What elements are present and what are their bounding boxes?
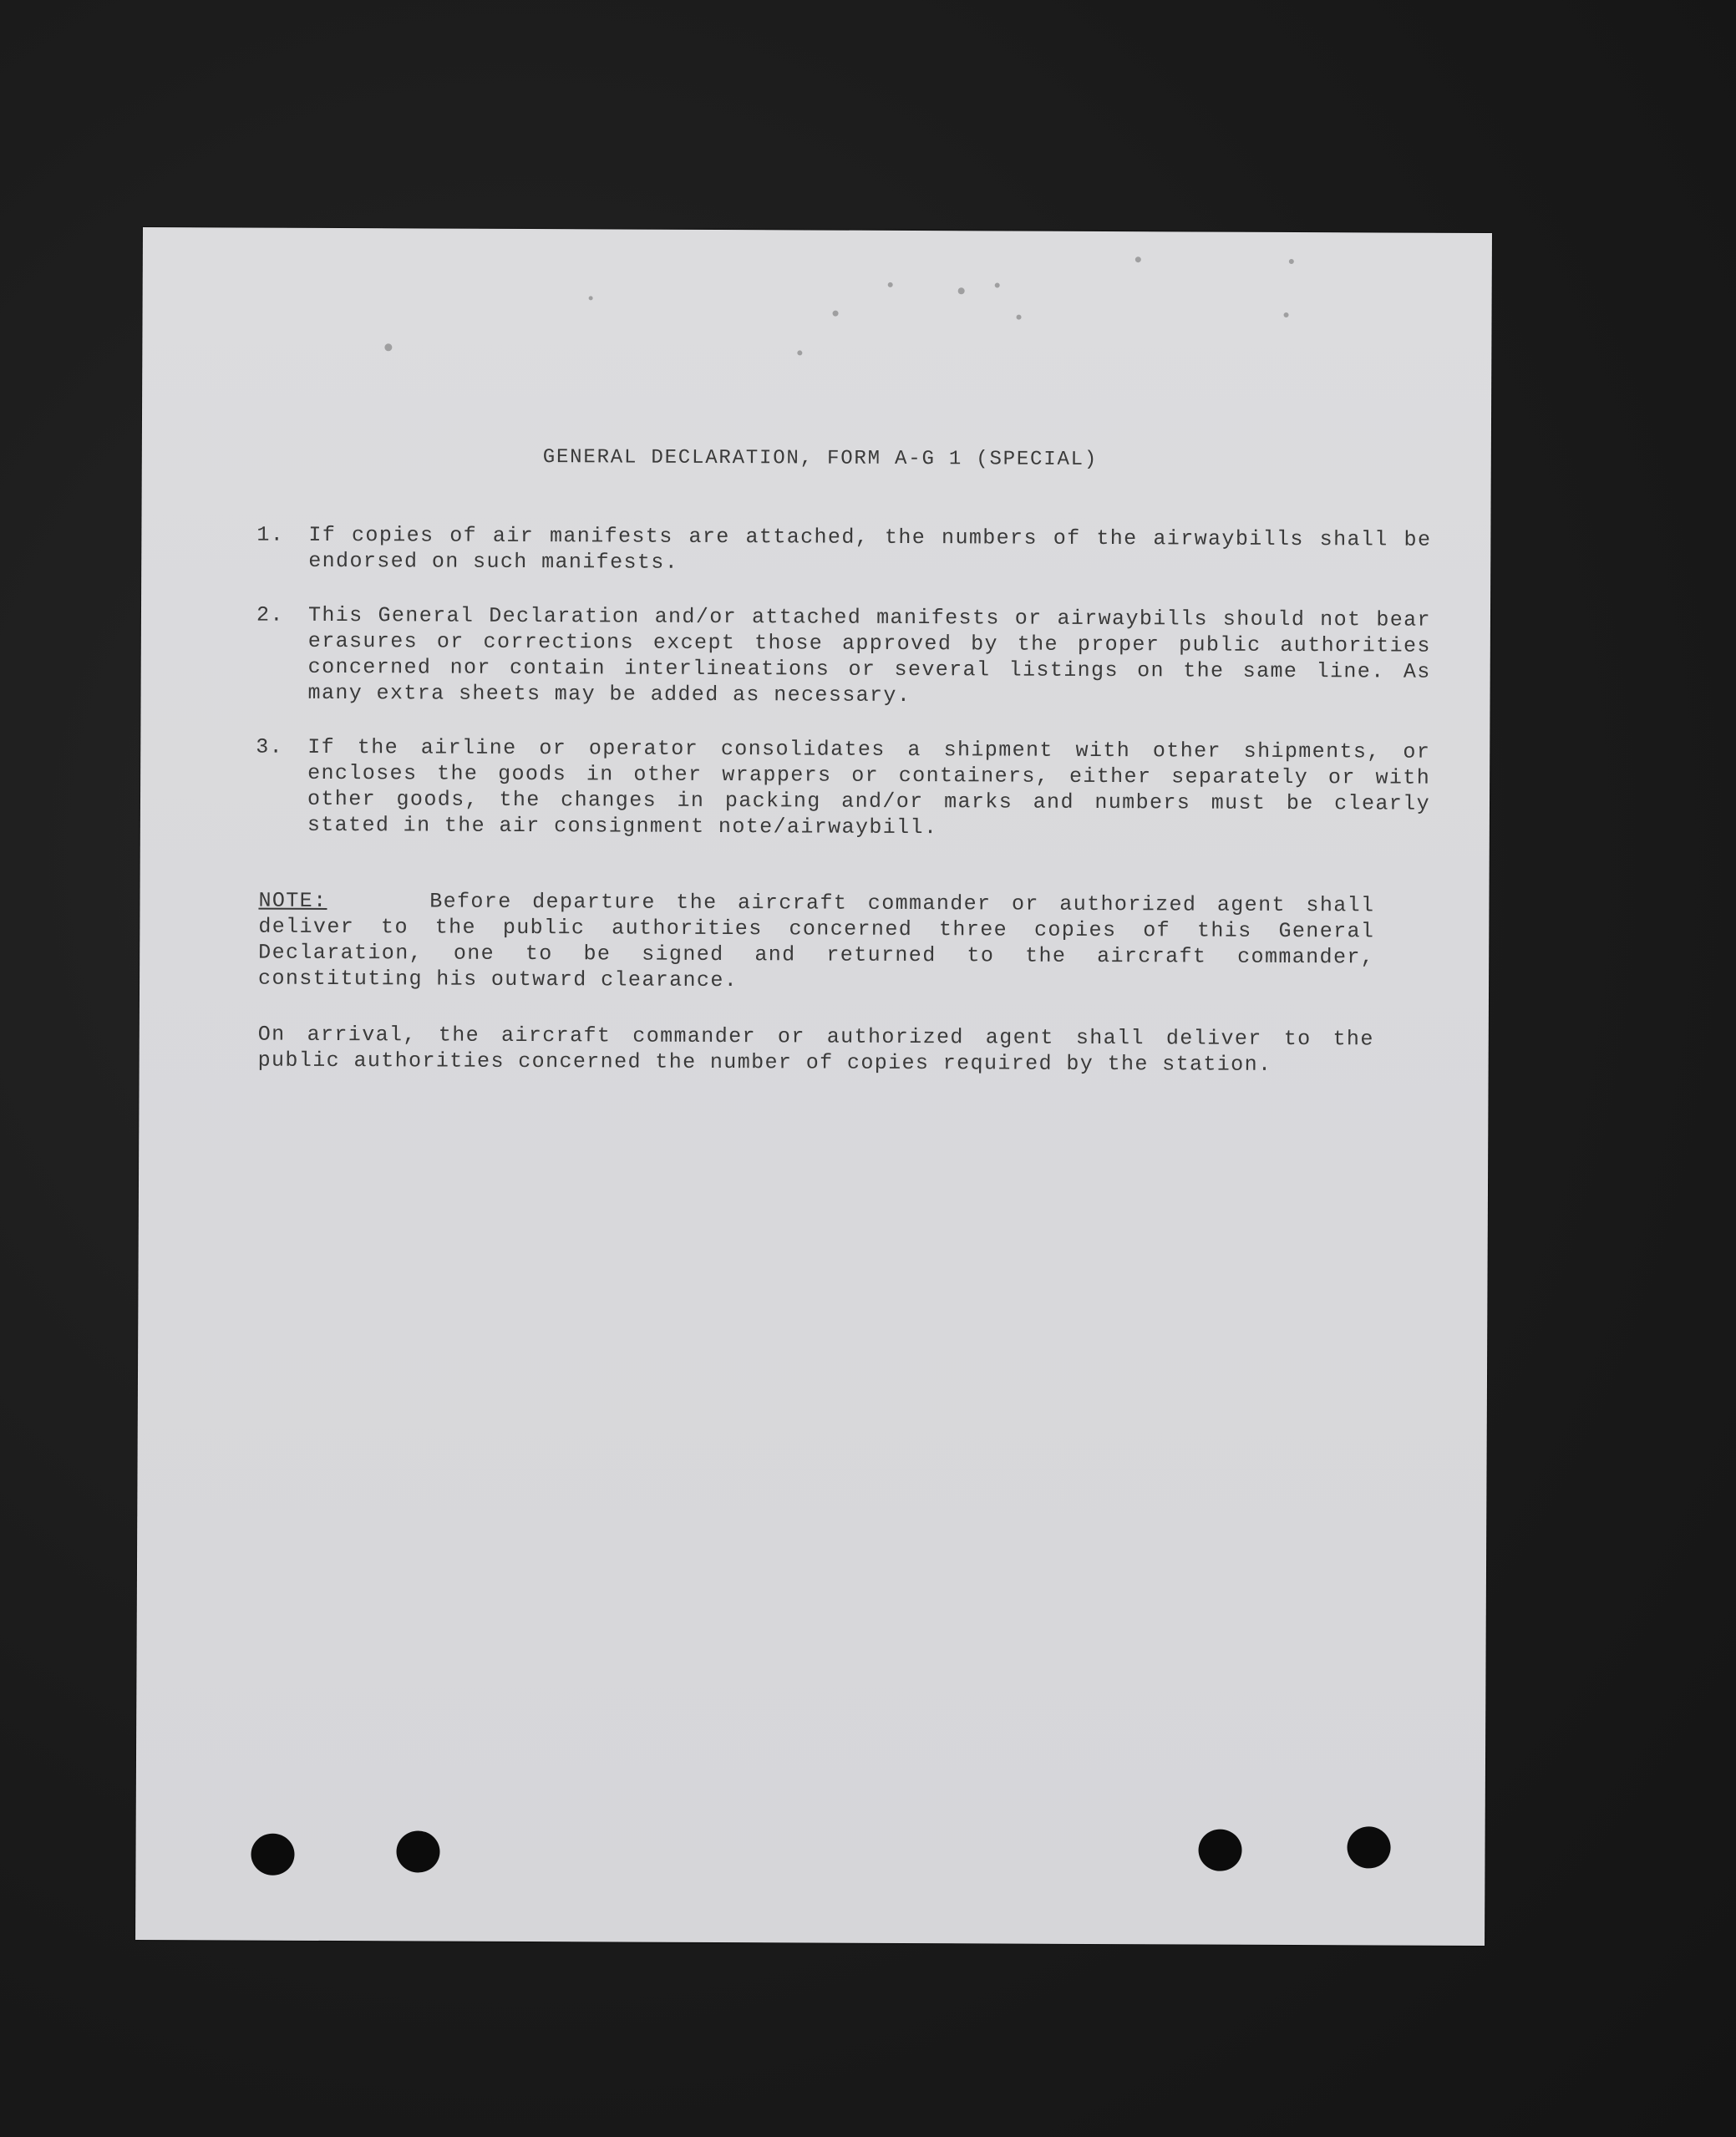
dust-speck [958,287,965,294]
note-label: NOTE: [258,888,327,913]
dust-speck [833,311,839,317]
document-title: GENERAL DECLARATION, FORM A-G 1 (SPECIAL) [542,446,1099,471]
dust-speck [995,282,1000,287]
item-number: 2. [256,602,284,627]
dust-speck [1284,312,1289,317]
punch-hole [1198,1830,1241,1871]
note-paragraph [258,888,1375,997]
dust-speck [589,296,593,300]
list-item [256,734,1431,840]
item-number: 3. [256,734,284,759]
dust-speck [384,343,392,351]
punch-hole [1347,1826,1390,1868]
list-item [256,522,1432,575]
dust-speck [1135,256,1141,262]
arrival-paragraph: On arrival, the aircraft commander or authorized agent shall deliver to the public authorities concerned the number of copies required by the station. [257,1022,1374,1077]
punch-hole [396,1830,439,1872]
dust-speck [1017,315,1022,320]
dust-speck [888,282,893,287]
item-number: 1. [256,522,285,547]
dust-speck [1289,259,1294,264]
document-page [135,227,1492,1946]
note-text: Before departure the aircraft commander or authorized agent shall deliver to the public authorities concerned three copies of this General Declaration, one to be signed and returned to the aircraft commander, constituting his outward clearance. [258,889,1375,993]
list-item [256,602,1432,708]
punch-hole [251,1834,294,1876]
item-text: If copies of air manifests are attached, the numbers of the airwaybills shall be endorsed on such manifests. [308,522,1432,575]
dust-speck [797,350,802,355]
item-text: If the airline or operator consolidates a shipment with other shipments, or encloses the goods in other wrappers or containers, either separately or with other goods, the changes in packing and/or marks and numbers must be clearly stated in the air consignment note/airwaybill. [307,734,1431,840]
item-text: This General Declaration and/or attached manifests or airwaybills should not bear erasures or corrections except those approved by the proper public authorities concerned nor contain interlineations or several listings on the same line. As many extra sheets may be added as necessary. [307,602,1432,708]
